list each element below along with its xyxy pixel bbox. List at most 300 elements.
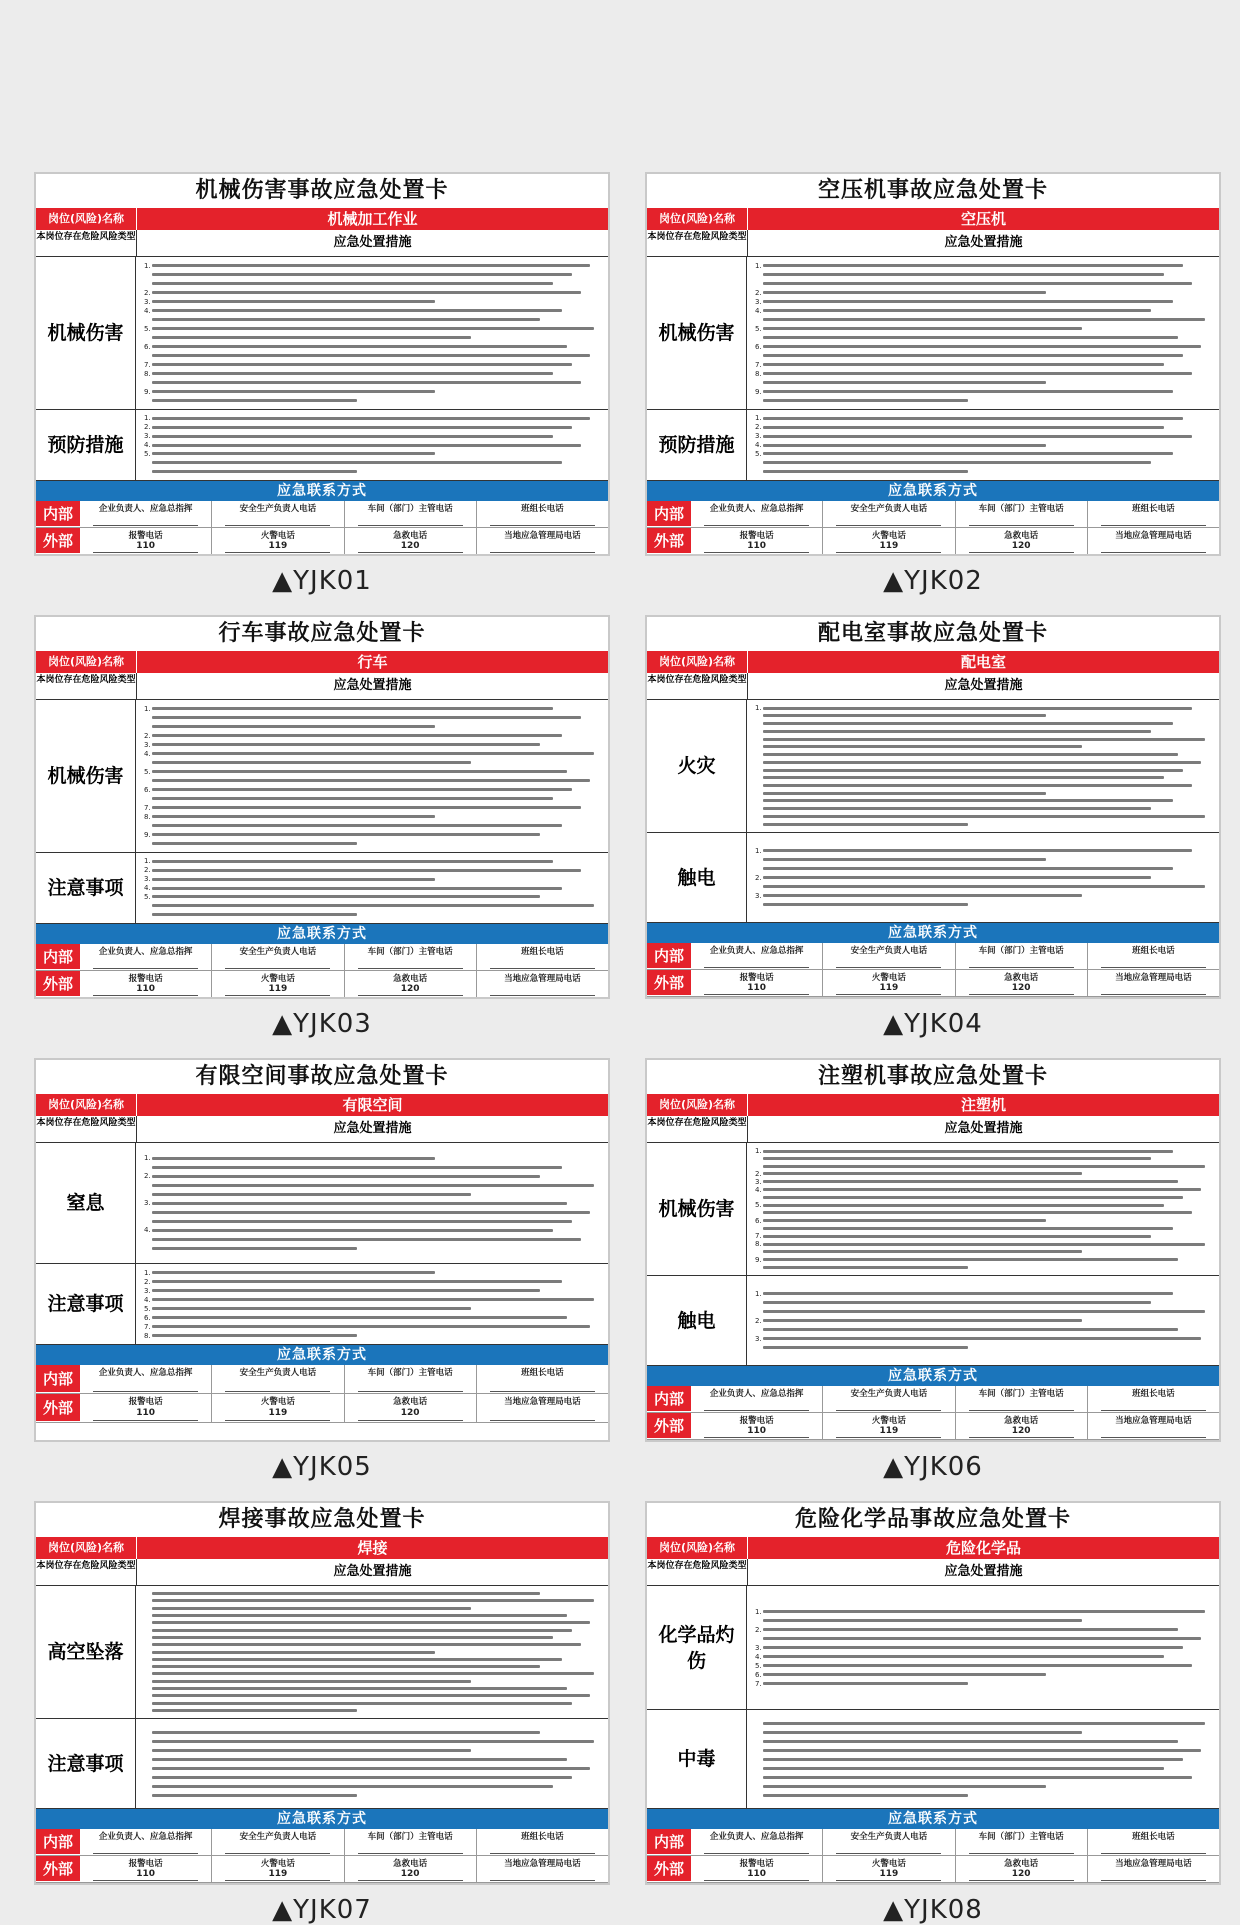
write-line: [225, 968, 330, 969]
line-number: 4.: [144, 1226, 151, 1234]
text-placeholder: [763, 273, 1164, 276]
measure-line: [755, 1755, 1211, 1764]
text-placeholder: [763, 327, 1082, 330]
write-line: [225, 552, 330, 553]
emergency-card: [645, 1058, 1221, 1442]
contact-cell: [691, 1386, 823, 1412]
text-placeholder: [152, 1229, 553, 1232]
measure-line: [144, 1755, 600, 1764]
contact-cell: [80, 1365, 212, 1393]
measure-line: [755, 1782, 1211, 1791]
text-placeholder: [763, 722, 1173, 725]
write-line: [225, 1853, 330, 1854]
line-number: 5.: [755, 324, 762, 333]
line-number: 1.: [144, 414, 151, 423]
measure-line: [755, 1307, 1211, 1316]
post-row: [647, 651, 1219, 673]
measure-line: [144, 892, 600, 901]
contact-title: 急救电话: [393, 1397, 428, 1407]
contact-title: 企业负责人、应急总指挥: [98, 1368, 193, 1378]
write-line: [704, 1437, 809, 1438]
measure-line: [755, 1217, 1211, 1225]
measure-line: [144, 1648, 600, 1655]
measure-line: [144, 333, 600, 342]
risk-row: [36, 230, 608, 257]
write-line: [93, 1420, 198, 1421]
line-number: 5.: [144, 1304, 151, 1313]
measure-line: [144, 1634, 600, 1641]
measure-line: [755, 449, 1211, 458]
measure-line: [144, 1773, 600, 1782]
external-tag: 外部: [647, 1856, 691, 1882]
text-placeholder: [152, 1651, 435, 1654]
line-number: 3.: [755, 432, 762, 441]
write-line: [225, 1420, 330, 1421]
contact-title: 企业负责人、应急总指挥: [709, 504, 804, 514]
measure-line: [144, 360, 600, 369]
text-placeholder: [152, 1785, 553, 1788]
measure-line: [144, 1619, 600, 1626]
text-placeholder: [763, 1266, 968, 1269]
measure-text-block: [747, 700, 1219, 832]
text-placeholder: [152, 743, 540, 746]
measure-line: [755, 1316, 1211, 1325]
line-number: 1.: [144, 1154, 151, 1162]
text-placeholder: [763, 1664, 1192, 1667]
card-title: 空压机事故应急处置卡: [817, 178, 1048, 203]
contact-header: 应急联系方式: [647, 481, 1219, 501]
hazard-section: [647, 257, 1219, 410]
contact-cell: [823, 970, 955, 996]
measure-line: [755, 882, 1211, 891]
text-placeholder: [763, 452, 1173, 455]
line-number: 3.: [144, 740, 151, 749]
hazard-section: [647, 410, 1219, 481]
post-name: 有限空间: [342, 1096, 403, 1114]
write-line: [969, 1853, 1074, 1854]
measure-line: [144, 1692, 600, 1699]
line-number: 9.: [144, 387, 151, 396]
text-placeholder: [763, 1628, 1178, 1631]
contact-title: 当地应急管理局电话: [504, 1859, 581, 1869]
measure-line: [144, 740, 600, 749]
line-number: 7.: [755, 1679, 762, 1688]
text-placeholder: [763, 426, 1164, 429]
card-code-caption: ▲YJK01: [272, 566, 372, 596]
contact-title: 企业负责人、应急总指挥: [98, 1832, 193, 1842]
write-line: [225, 525, 330, 526]
line-number: 3.: [755, 297, 762, 306]
measure-line: [144, 414, 600, 423]
write-line: [704, 1880, 809, 1881]
measure-line: [755, 751, 1211, 759]
contact-value: 120: [400, 1408, 420, 1418]
text-placeholder: [763, 1172, 1082, 1175]
text-placeholder: [763, 903, 968, 906]
contact-header: 应急联系方式: [36, 1809, 608, 1829]
write-line: [225, 1391, 330, 1392]
contact-cell: [956, 970, 1088, 996]
hazard-name: 注意事项: [36, 1719, 136, 1808]
risk-label: 本岗位存在危险风险类型: [36, 673, 137, 699]
measure-line: [755, 891, 1211, 900]
card-code-caption: ▲YJK05: [272, 1452, 372, 1482]
hazard-section: [647, 1586, 1219, 1710]
measure-line: [755, 378, 1211, 387]
measure-line: [755, 467, 1211, 476]
text-placeholder: [152, 461, 562, 464]
card-slot: [34, 615, 610, 1039]
risk-row: [647, 673, 1219, 700]
text-placeholder: [763, 1758, 1183, 1761]
post-name: 危险化学品: [945, 1539, 1021, 1557]
measure-line: [755, 1264, 1211, 1271]
external-tag: 外部: [36, 528, 80, 554]
text-placeholder: [152, 1607, 471, 1610]
contact-value: 120: [1011, 1426, 1031, 1436]
write-line: [836, 1880, 941, 1881]
measure-line: [755, 1194, 1211, 1201]
measure-line: [755, 1232, 1211, 1240]
text-placeholder: [763, 1235, 1151, 1238]
contact-title: 急救电话: [393, 531, 428, 541]
write-line: [358, 1420, 463, 1421]
text-placeholder: [763, 1204, 1164, 1207]
post-row: [36, 651, 608, 673]
post-name: 焊接: [357, 1539, 388, 1557]
text-placeholder: [152, 1740, 594, 1743]
card-code-caption: ▲YJK08: [883, 1895, 983, 1925]
measure-line: [144, 351, 600, 360]
measure-line: [755, 1162, 1211, 1169]
card-code-caption: ▲YJK07: [272, 1895, 372, 1925]
measure-text-block: [747, 1586, 1219, 1709]
text-placeholder: [152, 1709, 357, 1712]
measure-line: [144, 279, 600, 288]
line-number: 2.: [755, 873, 762, 882]
measure-line: [144, 396, 600, 405]
measure-line: [144, 1590, 600, 1597]
text-placeholder: [763, 885, 1205, 888]
text-placeholder: [763, 1150, 1173, 1153]
measure-line: [755, 758, 1211, 766]
write-line: [358, 995, 463, 996]
text-placeholder: [763, 714, 1046, 717]
contact-cell: [80, 944, 212, 970]
measure-line: [144, 1641, 600, 1648]
measure-line: [144, 387, 600, 396]
measure-text-block: [747, 833, 1219, 922]
emergency-card: [34, 1058, 610, 1442]
measure-text-block: [136, 700, 608, 852]
contact-header: 应急联系方式: [36, 924, 608, 944]
contact-cell: [80, 528, 212, 554]
text-placeholder: [152, 725, 435, 728]
card-slot: [645, 615, 1221, 1039]
text-placeholder: [763, 799, 1173, 802]
contact-cell: [80, 1829, 212, 1855]
write-line: [704, 1410, 809, 1411]
text-placeholder: [152, 435, 553, 438]
card-title: 注塑机事故应急处置卡: [817, 1064, 1048, 1089]
text-placeholder: [152, 1758, 567, 1761]
contact-cell: [477, 971, 608, 997]
text-placeholder: [763, 769, 1183, 772]
measure-line: [755, 1240, 1211, 1248]
contact-cells: [691, 1413, 1219, 1439]
text-placeholder: [152, 1271, 435, 1274]
text-placeholder: [152, 1599, 594, 1602]
contact-cells: [691, 1829, 1219, 1855]
text-placeholder: [763, 1157, 1151, 1160]
write-line: [93, 552, 198, 553]
measure-line: [144, 1728, 600, 1737]
contact-value: 119: [879, 1426, 899, 1436]
measure-text-block: [747, 410, 1219, 480]
measure-line: [144, 1737, 600, 1746]
text-placeholder: [152, 1731, 540, 1734]
write-line: [836, 967, 941, 968]
write-line: [704, 994, 809, 995]
text-placeholder: [763, 345, 1201, 348]
external-tag: 外部: [36, 1856, 80, 1882]
contact-header: 应急联系方式: [36, 481, 608, 501]
text-placeholder: [152, 1636, 553, 1639]
card-code-caption: ▲YJK02: [883, 566, 983, 596]
contact-cell: [691, 970, 823, 996]
write-line: [358, 525, 463, 526]
text-placeholder: [152, 363, 572, 366]
text-placeholder: [152, 752, 594, 755]
measure-line: [144, 1612, 600, 1619]
measure-line: [144, 1605, 600, 1612]
measure-line: [144, 884, 600, 893]
contact-title: 车间（部门）主管电话: [978, 504, 1064, 514]
contact-title: 安全生产负责人电话: [239, 1832, 317, 1842]
measure-line: [755, 805, 1211, 813]
measure-line: [144, 1217, 600, 1226]
text-placeholder: [152, 1767, 590, 1770]
line-number: 3.: [755, 1334, 762, 1343]
contact-title: 车间（部门）主管电话: [367, 1368, 453, 1378]
internal-contact-row: [36, 944, 608, 971]
line-number: 2.: [144, 1277, 151, 1286]
measure-text-block: [136, 257, 608, 409]
text-placeholder: [763, 1337, 1201, 1340]
write-line: [490, 525, 595, 526]
hazard-section: [36, 700, 608, 853]
text-placeholder: [763, 849, 1192, 852]
measure-line: [144, 1199, 600, 1208]
contact-cells: [691, 1856, 1219, 1882]
contact-title: 车间（部门）主管电话: [978, 1389, 1064, 1399]
measure-text-block: [747, 1710, 1219, 1807]
risk-row: [36, 673, 608, 700]
internal-tag: 内部: [647, 501, 691, 527]
measure-line: [755, 1791, 1211, 1800]
card-slot: [34, 1501, 610, 1925]
text-placeholder: [152, 345, 567, 348]
measure-line: [144, 767, 600, 776]
measure-line: [144, 1626, 600, 1633]
hazard-section: [647, 1710, 1219, 1808]
text-placeholder: [152, 282, 553, 285]
measure-line: [755, 1728, 1211, 1737]
text-placeholder: [763, 730, 1151, 733]
post-label: 岗位(风险)名称: [647, 1537, 748, 1559]
measure-line: [144, 1226, 600, 1235]
contact-cell: [823, 1829, 955, 1855]
text-placeholder: [152, 1202, 567, 1205]
post-label: 岗位(风险)名称: [647, 1094, 748, 1116]
post-label: 岗位(风险)名称: [36, 1094, 137, 1116]
contact-cells: [80, 1856, 608, 1882]
contact-title: 当地应急管理局电话: [1115, 531, 1192, 541]
measure-line: [144, 1277, 600, 1286]
text-placeholder: [763, 1767, 1164, 1770]
measure-line: [144, 1331, 600, 1340]
contact-value: 110: [747, 1426, 767, 1436]
contact-title: 班组长电话: [521, 1832, 564, 1842]
contact-title: 班组长电话: [1132, 946, 1175, 956]
text-placeholder: [152, 833, 540, 836]
text-placeholder: [763, 282, 1192, 285]
measure-line: [144, 423, 600, 432]
text-placeholder: [763, 1619, 1082, 1622]
contact-title: 班组长电话: [521, 1368, 564, 1378]
text-placeholder: [763, 1610, 1205, 1613]
contact-cells: [80, 971, 608, 997]
contact-title: 企业负责人、应急总指挥: [709, 946, 804, 956]
measure-line: [144, 758, 600, 767]
contact-title: 车间（部门）主管电话: [978, 946, 1064, 956]
line-number: 2.: [144, 288, 151, 297]
measure-line: [144, 342, 600, 351]
line-number: 5.: [144, 767, 151, 776]
external-tag: 外部: [647, 970, 691, 996]
write-line: [358, 1391, 463, 1392]
measure-line: [144, 857, 600, 866]
text-placeholder: [763, 1682, 968, 1685]
measure-line: [144, 1268, 600, 1277]
external-contact-row: [36, 528, 608, 555]
text-placeholder: [763, 1211, 1192, 1214]
post-name: 配电室: [960, 653, 1006, 671]
line-number: 5.: [755, 449, 762, 458]
contact-cell: [1088, 528, 1219, 554]
measures-label: 应急处置措施: [333, 1121, 412, 1136]
risk-label: 本岗位存在危险风险类型: [36, 1116, 137, 1142]
line-number: 8.: [755, 1240, 762, 1249]
text-placeholder: [763, 876, 1151, 879]
contact-cells: [80, 1829, 608, 1855]
contact-cells: [691, 943, 1219, 969]
internal-contact-row: [36, 1365, 608, 1394]
line-number: 1.: [755, 1289, 762, 1298]
contact-title: 当地应急管理局电话: [504, 974, 581, 984]
measure-line: [755, 333, 1211, 342]
text-placeholder: [763, 1319, 1082, 1322]
write-line: [969, 1437, 1074, 1438]
contact-cell: [212, 1365, 344, 1393]
risk-row: [36, 1559, 608, 1586]
measure-line: [144, 776, 600, 785]
measure-line: [144, 1313, 600, 1322]
write-line: [225, 995, 330, 996]
measure-line: [755, 1746, 1211, 1755]
line-number: 1.: [755, 1147, 762, 1156]
post-row: [36, 208, 608, 230]
measure-line: [755, 1773, 1211, 1782]
text-placeholder: [152, 273, 572, 276]
text-placeholder: [152, 895, 540, 898]
measure-line: [755, 396, 1211, 405]
contact-cell: [823, 1413, 955, 1439]
contact-title: 企业负责人、应急总指挥: [98, 947, 193, 957]
contact-header: 应急联系方式: [647, 1809, 1219, 1829]
text-placeholder: [763, 745, 1082, 748]
text-placeholder: [152, 309, 562, 312]
text-placeholder: [152, 300, 435, 303]
contact-cell: [345, 501, 477, 527]
measure-line: [755, 387, 1211, 396]
text-placeholder: [763, 1258, 1178, 1261]
text-placeholder: [152, 1614, 567, 1617]
contact-cell: [956, 1829, 1088, 1855]
post-label: 岗位(风险)名称: [647, 651, 748, 673]
contact-cell: [691, 1413, 823, 1439]
line-number: 2.: [755, 1169, 762, 1178]
external-contact-row: [647, 970, 1219, 997]
write-line: [969, 967, 1074, 968]
contact-cell: [80, 971, 212, 997]
line-number: 3.: [144, 1199, 151, 1207]
measure-line: [755, 1643, 1211, 1652]
post-name: 行车: [357, 653, 388, 671]
text-placeholder: [763, 792, 1046, 795]
measure-line: [755, 432, 1211, 441]
internal-contact-row: [647, 1829, 1219, 1856]
contact-cells: [80, 944, 608, 970]
contact-title: 安全生产负责人电话: [239, 947, 317, 957]
contact-title: 企业负责人、应急总指挥: [709, 1389, 804, 1399]
post-row: [36, 1537, 608, 1559]
text-placeholder: [152, 797, 553, 800]
contact-cell: [477, 1394, 608, 1422]
write-line: [93, 1853, 198, 1854]
text-placeholder: [152, 1211, 590, 1214]
risk-row: [647, 230, 1219, 257]
text-placeholder: [763, 753, 1178, 756]
measure-line: [144, 288, 600, 297]
internal-tag: 内部: [647, 943, 691, 969]
measure-line: [755, 1298, 1211, 1307]
contact-title: 火警电话: [871, 1416, 906, 1426]
text-placeholder: [152, 1175, 540, 1178]
measure-text-block: [136, 853, 608, 923]
line-number: 4.: [755, 1652, 762, 1661]
text-placeholder: [152, 1325, 590, 1328]
risk-label: 本岗位存在危险风险类型: [647, 1116, 748, 1142]
text-placeholder: [763, 1673, 1046, 1676]
contact-title: 安全生产负责人电话: [239, 504, 317, 514]
post-name: 机械加工作业: [327, 210, 418, 228]
measure-line: [755, 735, 1211, 743]
measure-line: [144, 315, 600, 324]
text-placeholder: [763, 858, 1046, 861]
write-line: [93, 525, 198, 526]
text-placeholder: [763, 381, 1046, 384]
